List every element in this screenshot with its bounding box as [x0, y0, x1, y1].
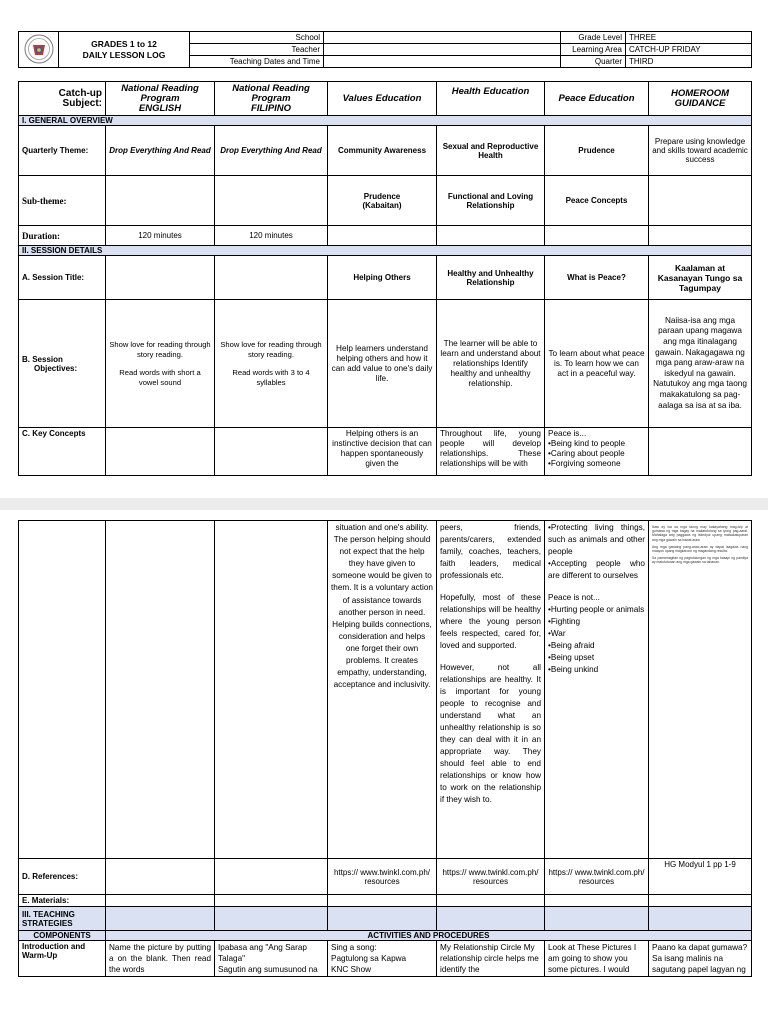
teaching-strategies-cell: [649, 907, 752, 931]
objective-filipino-l1: Show love for reading through story reading.: [220, 339, 322, 359]
subject-filipino: [215, 82, 328, 116]
materials-peace[interactable]: [545, 895, 649, 907]
duration-values[interactable]: [328, 226, 437, 246]
peace-is-heading: Peace is...: [548, 429, 587, 438]
peace-is-item: • Forgiving someone: [548, 459, 645, 469]
section-session-details: II. SESSION DETAILS: [19, 246, 752, 256]
references-filipino[interactable]: [215, 859, 328, 895]
materials-health[interactable]: [437, 895, 545, 907]
subject-filipino-l3: FILIPINO: [250, 102, 292, 114]
session-objectives-l2: Objectives:: [34, 363, 78, 373]
key-concepts-homeroom[interactable]: [649, 428, 752, 476]
subject-english-l3: ENGLISH: [138, 102, 182, 114]
quarterly-theme-label: Quarterly Theme:: [19, 126, 106, 176]
subject-english-l1: National Reading: [121, 82, 199, 94]
log-title: [59, 32, 190, 68]
teaching-strategies-cell: [106, 907, 215, 931]
theme-health: Sexual and Reproductive Health: [437, 126, 545, 176]
intro-values-l2: Pagtulong sa Kapwa: [331, 954, 407, 963]
learning-area-label: Learning Area: [561, 44, 626, 56]
key-concepts-peace-cont: [545, 521, 649, 859]
key-concepts-values-cont: situation and one's ability. The person helping should not expect that the help they have given to someone would be given to them. It is a voluntary action of assistance towards another person in need. Helping builds connections, consideration and helps one forget their own problems. It creates empathy, understanding, acceptance and inclusivity.: [328, 521, 437, 859]
log-title-line1: GRADES 1 to 12: [91, 38, 157, 49]
references-peace[interactable]: https:// www.twinkl.com.ph/ resources: [545, 859, 649, 895]
key-concepts-peace: [545, 428, 649, 476]
theme-homeroom: Prepare using knowledge and skills toward academic success: [649, 126, 752, 176]
subject-peace: Peace Education: [545, 82, 649, 116]
objective-english: [106, 300, 215, 428]
objective-english-l1: Show love for reading through story reading.: [109, 339, 211, 359]
components-header: COMPONENTS: [19, 931, 106, 941]
session-objectives-label: [19, 300, 106, 428]
references-english[interactable]: [106, 859, 215, 895]
session-title-label: A. Session Title:: [19, 256, 106, 300]
activities-procedures-header: ACTIVITIES AND PROCEDURES: [106, 931, 752, 941]
subject-filipino-l2: Program: [251, 92, 291, 104]
subtheme-health: Functional and Loving Relationship: [437, 176, 545, 226]
subtheme-homeroom[interactable]: [649, 176, 752, 226]
theme-english: Drop Everything And Read: [106, 126, 215, 176]
key-concepts-english[interactable]: [106, 428, 215, 476]
references-values[interactable]: https:// www.twinkl.com.ph/ resources: [328, 859, 437, 895]
peace-is-list: [548, 439, 645, 469]
intro-peace: Look at These Pictures I am going to show you some pictures. I would: [545, 941, 649, 977]
health-cont-p1: peers, friends, parents/carers, extended family, coaches, teachers, faith leaders, medical professionals etc.: [440, 523, 541, 580]
peace-is-item: • Protecting living things, such as animals and other people: [548, 522, 645, 558]
subtheme-values: [328, 176, 437, 226]
intro-health: My Relationship Circle My relationship circle helps me identify the: [437, 941, 545, 977]
peace-is-not-item: • Being upset: [548, 652, 645, 664]
teaching-strategies-cell: [437, 907, 545, 931]
homeroom-small-p1: Ikaw ay isa sa mga taong may kakayahang mag-isip at gumawa ng mga bagay na makatutulong sa iyong pag-aaral. Mahalaga ang paggawa ng iskedyul upang maisakatuparan ang mga gawain sa bawat araw.: [652, 525, 748, 542]
subtheme-values-l2: (Kabaitan): [362, 200, 402, 210]
key-concepts-label: C. Key Concepts: [19, 428, 106, 476]
teaching-dates-value[interactable]: [324, 56, 561, 68]
key-concepts-values: Helping others is an instinctive decision that can happen spontaneously given the: [328, 428, 437, 476]
session-title-english[interactable]: [106, 256, 215, 300]
session-title-values: Helping Others: [328, 256, 437, 300]
teaching-dates-label: Teaching Dates and Time: [190, 56, 324, 68]
peace-is-not-item: • Being unkind: [548, 664, 645, 676]
objective-filipino-l2: Read words with 3 to 4 syllables: [232, 367, 310, 387]
references-health[interactable]: https:// www.twinkl.com.ph/ resources: [437, 859, 545, 895]
duration-homeroom[interactable]: [649, 226, 752, 246]
homeroom-small-p3: Sa pamamagitan ng pagtutulungan ng mga kasapi ng pamilya ay matututunan ang mga gawain sa tahanan.: [652, 556, 748, 565]
session-title-filipino[interactable]: [215, 256, 328, 300]
subtheme-values-l1: Prudence: [363, 191, 401, 201]
objective-peace: To learn about what peace is. To learn how we can act in a peaceful way.: [545, 300, 649, 428]
header-table: [18, 31, 752, 68]
school-value[interactable]: [324, 32, 561, 44]
health-cont-p3: However, not all relationships are healthy. It is important for young people to recognise and understand what an unhealthy relationship is so they can deal with it in an appropriate way. They should feel able to end relationships or know how to work on the relationship if they wish to.: [440, 663, 541, 804]
duration-label: Duration:: [19, 226, 106, 246]
subject-english-l2: Program: [140, 92, 180, 104]
deped-seal-logo: [19, 32, 59, 68]
subject-homeroom-l2: GUIDANCE: [674, 97, 726, 109]
peace-is-item: • Being kind to people: [548, 439, 645, 449]
intro-values: [328, 941, 437, 977]
subject-filipino-l1: National Reading: [232, 82, 310, 94]
teacher-label: Teacher: [190, 44, 324, 56]
peace-is-not-heading: Peace is not...: [548, 593, 600, 602]
subject-english: [106, 82, 215, 116]
grade-level-label: Grade Level: [561, 32, 626, 44]
objective-health: The learner will be able to learn and understand about relationships Identify healthy and unhealthy relationship.: [437, 300, 545, 428]
objective-filipino: [215, 300, 328, 428]
peace-is-list-cont: [548, 522, 645, 582]
key-concepts-english-cont[interactable]: [106, 521, 215, 859]
grade-level-value[interactable]: THREE: [626, 32, 752, 44]
materials-english[interactable]: [106, 895, 215, 907]
objective-english-l2: Read words with short a vowel sound: [119, 367, 201, 387]
key-concepts-health: Throughout life, young people will develop relationships. These relationships will be with: [437, 428, 545, 476]
peace-is-item: • Caring about people: [548, 449, 645, 459]
session-objectives-l1: B. Session: [22, 354, 63, 364]
intro-filipino-l2: Sagutin ang sumusunod na: [218, 965, 318, 974]
references-homeroom: HG Modyul 1 pp 1-9: [649, 859, 752, 895]
key-concepts-filipino-cont[interactable]: [215, 521, 328, 859]
catch-up-subject-label: Catch-up Subject:: [19, 82, 106, 116]
materials-label: E. Materials:: [19, 895, 106, 907]
subject-health: Health Education: [437, 82, 545, 116]
peace-is-not-item: • Being afraid: [548, 640, 645, 652]
teacher-value[interactable]: [324, 44, 561, 56]
intro-warm-up-label: Introduction and Warm-Up: [19, 941, 106, 977]
theme-peace: Prudence: [545, 126, 649, 176]
subtheme-peace: Peace Concepts: [545, 176, 649, 226]
subject-homeroom-l1: HOMEROOM: [670, 87, 730, 99]
duration-health[interactable]: [437, 226, 545, 246]
peace-is-not-item: • Fighting: [548, 616, 645, 628]
materials-values[interactable]: [328, 895, 437, 907]
intro-filipino-l1: Ipabasa ang "Ang Sarap Talaga": [218, 943, 307, 963]
duration-english: 120 minutes: [106, 226, 215, 246]
peace-is-not-item: • War: [548, 628, 645, 640]
page-separator: [0, 498, 768, 510]
subject-homeroom: [649, 82, 752, 116]
learning-area-value[interactable]: CATCH-UP FRIDAY: [626, 44, 752, 56]
lesson-log-table-page2: [18, 520, 752, 977]
theme-filipino: Drop Everything And Read: [215, 126, 328, 176]
subject-values: Values Education: [328, 82, 437, 116]
key-concepts-health-cont: [437, 521, 545, 859]
session-title-health: Healthy and Unhealthy Relationship: [437, 256, 545, 300]
subtheme-filipino[interactable]: [215, 176, 328, 226]
log-title-line2: DAILY LESSON LOG: [82, 49, 166, 60]
theme-values: Community Awareness: [328, 126, 437, 176]
key-concepts-label-cont: [19, 521, 106, 859]
key-concepts-filipino[interactable]: [215, 428, 328, 476]
duration-peace[interactable]: [545, 226, 649, 246]
homeroom-scanned-text: [649, 521, 752, 859]
homeroom-small-p2: Ang mga gawaing pang-araw-araw ay dapat isagawa nang maayos upang magkaroon ng magandang resulta.: [652, 544, 748, 554]
subtheme-english[interactable]: [106, 176, 215, 226]
materials-filipino[interactable]: [215, 895, 328, 907]
seal-icon: [24, 34, 54, 64]
peace-is-not-item: • Hurting people or animals: [548, 604, 645, 616]
quarter-value[interactable]: THIRD: [626, 56, 752, 68]
duration-filipino: 120 minutes: [215, 226, 328, 246]
peace-is-not-list: [548, 604, 645, 676]
intro-homeroom: Paano ka dapat gumawa? Sa isang malinis na sagutang papel lagyan ng: [649, 941, 752, 977]
objective-values: Help learners understand helping others and how it can add value to one's daily life.: [328, 300, 437, 428]
intro-english: Name the picture by putting a on the blank. Then read the words: [106, 941, 215, 977]
references-label: D. References:: [19, 859, 106, 895]
section-general-overview: I. GENERAL OVERVIEW: [19, 116, 752, 126]
teaching-strategies-cell: [545, 907, 649, 931]
health-cont-p2: Hopefully, most of these relationships will be healthy where the young person feels respected, cared for, loved and supported.: [440, 593, 541, 650]
session-title-peace: What is Peace?: [545, 256, 649, 300]
objective-homeroom: Naiisa-isa ang mga paraan upang magawa ang mga itinalagang gawain. Nakagagawa ng mga pang araw-araw na iskedyul na gawain. Natutukoy ang mga taong makakatulong sa pag-aalaga sa isa at sa iba.: [649, 300, 752, 428]
intro-values-l3: KNC Show: [331, 965, 372, 974]
quarter-label: Quarter: [561, 56, 626, 68]
sub-theme-label: Sub-theme:: [19, 176, 106, 226]
school-label: School: [190, 32, 324, 44]
session-title-homeroom: Kaalaman at Kasanayan Tungo sa Tagumpay: [649, 256, 752, 300]
lesson-log-table-page1: [18, 81, 752, 476]
peace-is-item: • Accepting people who are different to ourselves: [548, 558, 645, 582]
section-teaching-strategies: III. TEACHING STRATEGIES: [19, 907, 106, 931]
materials-homeroom[interactable]: [649, 895, 752, 907]
intro-filipino: [215, 941, 328, 977]
teaching-strategies-cell: [215, 907, 328, 931]
teaching-strategies-cell: [328, 907, 437, 931]
intro-values-l1: Sing a song:: [331, 943, 377, 952]
